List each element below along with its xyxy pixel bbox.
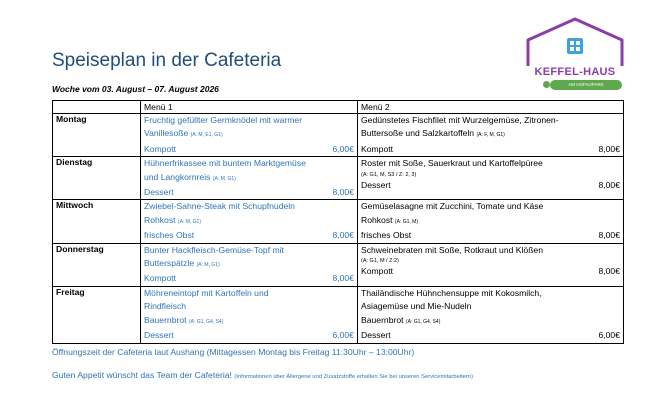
page-title: Speiseplan in der Cafeteria — [52, 50, 282, 71]
price: 6,00€ — [598, 330, 620, 341]
price: 6,00€ — [332, 330, 354, 341]
price: 8,00€ — [598, 266, 620, 277]
dish-line: Hühnerfrikassee mit buntem Marktgemüse — [144, 158, 306, 169]
side-price-row: Kompott 8,00€ — [361, 143, 620, 156]
table-row — [53, 243, 624, 286]
menu-table — [52, 100, 624, 344]
dish-line: Fruchtig gefüllter Germknödel mit warmer — [144, 115, 303, 125]
side-price-row: Kompott 6,00€ — [144, 143, 354, 156]
menu-1-cell — [141, 243, 358, 286]
table-row — [53, 286, 624, 343]
footer-thanks — [52, 370, 473, 380]
table-row — [53, 200, 624, 243]
header-menu-1: Menü 1 — [141, 101, 358, 114]
day-cell: Mittwoch — [53, 200, 141, 243]
menu-1-cell — [141, 200, 358, 243]
allergens: (A: M, G1) — [196, 262, 220, 269]
dish-line: Rindfleisch — [144, 301, 187, 312]
dish-line: Rohkost (A: G1, M) — [361, 214, 418, 225]
table-header-row — [53, 101, 624, 114]
keffel-haus-logo — [520, 16, 630, 106]
dish-line: Buttersoße und Salzkartoffeln (A: F, M, G1) — [361, 128, 505, 139]
price: 8,00€ — [332, 230, 354, 241]
header-menu-2: Menü 2 — [358, 101, 624, 114]
dish-line: Thailändische Hühnchensuppe mit Kokosmilch, — [361, 287, 542, 298]
dish-line: Butterspätzle (A: M, G1) — [144, 258, 220, 269]
day-cell: Montag — [53, 114, 141, 157]
dish-line: Bauernbrot (A: G1, G4, S4) — [144, 314, 224, 325]
menu-2-cell — [358, 114, 624, 157]
side-price-row: frisches Obst 8,00€ — [361, 229, 620, 242]
allergens: (A: G1, M, S3 / Z: 2, 3) — [361, 171, 417, 178]
dish-line: Zwiebel-Sahne-Steak mit Schupfnudeln — [144, 201, 295, 212]
menu-2-cell — [358, 243, 624, 286]
dish-line: Asiagemüse und Mie-Nudeln — [361, 301, 472, 312]
table-row — [53, 157, 624, 200]
menu-1-cell — [141, 157, 358, 200]
price: 8,00€ — [598, 179, 620, 190]
price: 8,00€ — [332, 273, 354, 284]
allergens: (A: G1, G4, S4) — [405, 318, 441, 325]
header-day — [53, 101, 141, 114]
dish-line: Vanillesoße (A: M, E1, G1) — [144, 128, 223, 139]
side-price-row: Dessert 8,00€ — [144, 186, 354, 199]
menu-1-cell — [141, 114, 358, 157]
menu-1-cell — [141, 286, 358, 343]
allergens: (A: G1, G4, S4) — [188, 318, 224, 325]
dish-line: Möhreneintopf mit Kartoffeln und — [144, 287, 269, 298]
allergens: (A: M, G1) — [177, 218, 201, 225]
logo-dot-icon — [543, 81, 550, 88]
side-price-row: Kompott 8,00€ — [144, 272, 354, 285]
day-cell: Freitag — [53, 286, 141, 343]
day-cell: Dienstag — [53, 157, 141, 200]
day-cell: Donnerstag — [53, 243, 141, 286]
price: 8,00€ — [332, 187, 354, 198]
side-price-row: frisches Obst 8,00€ — [144, 229, 354, 242]
house-icon — [520, 16, 630, 68]
allergens: (A: M, E1, G1) — [190, 132, 223, 139]
dish-line: Bunter Hackfleisch-Gemüse-Topf mit — [144, 244, 284, 255]
opening-hours: Öffnungszeit der Cafeteria laut Aushang (Mittagessen Montag bis Freitag 11:30Uhr – 13:00Uhr) — [52, 347, 415, 357]
allergens: (A: G1, M) — [394, 218, 418, 225]
allergens: (A: F, M, G1) — [476, 132, 505, 139]
menu-2-cell — [358, 200, 624, 243]
week-range: Woche vom 03. August – 07. August 2026 — [52, 84, 219, 94]
allergens: (A: G1, M / Z:2) — [361, 258, 399, 265]
logo-subtitle: AM HOFAUPARK — [550, 80, 622, 90]
menu-2-cell — [358, 286, 624, 343]
dish-line: Bauernbrot (A: G1, G4, S4) — [361, 314, 441, 325]
dish-line: Gedünstetes Fischfilet mit Wurzelgemüse, Zitronen- — [361, 115, 559, 125]
menu-2-cell — [358, 157, 624, 200]
dish-line: Gemüselasagne mit Zucchini, Tomate und Käse — [361, 201, 544, 212]
allergen-info: (Informationen über Allergene und Zusatzstoffe erhalten Sie bei unseren Servicemitarbeitern) — [234, 374, 473, 380]
allergens: (A: M, G1) — [212, 175, 236, 182]
dish-line: Roster mit Soße, Sauerkraut und Kartoffelpüree — [361, 158, 543, 169]
side-price-row: Dessert 6,00€ — [144, 329, 354, 342]
logo-name: KEFFEL-HAUS — [534, 66, 616, 78]
side-price-row: Kompott 8,00€ — [361, 265, 620, 278]
table-row — [53, 114, 624, 157]
price: 8,00€ — [598, 143, 620, 154]
side-price-row: Dessert 6,00€ — [361, 329, 620, 342]
dish-line: und Langkornreis (A: M, G1) — [144, 171, 236, 182]
price: 8,00€ — [598, 230, 620, 241]
price: 6,00€ — [332, 143, 354, 154]
dish-line: Rohkost (A: M, G1) — [144, 214, 201, 225]
side-price-row: Dessert 8,00€ — [361, 179, 620, 192]
dish-line: Schweinebraten mit Soße, Rotkraut und Klößen — [361, 244, 543, 255]
thanks-text: Guten Appetit wünscht das Team der Cafeteria! — [52, 370, 232, 380]
